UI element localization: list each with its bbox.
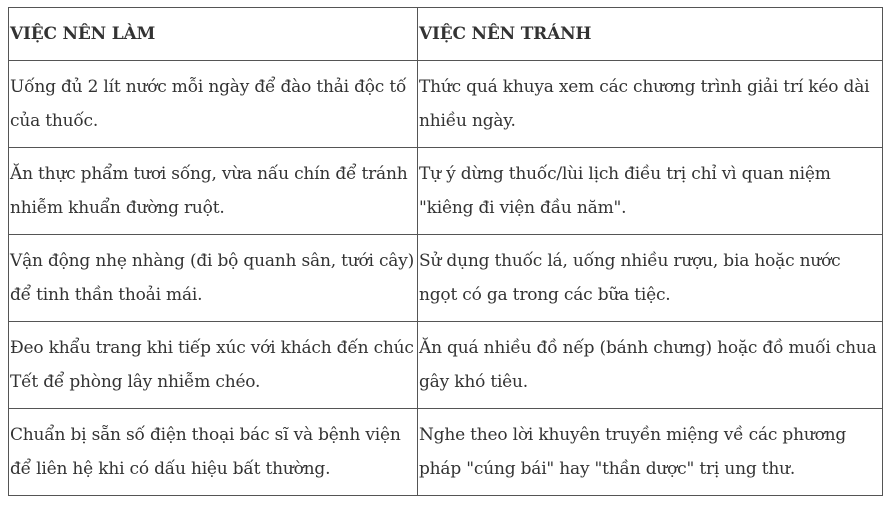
table-row [9,235,883,322]
cell-should-do: Đeo khẩu trang khi tiếp xúc với khách đến chúc Tết để phòng lây nhiễm chéo. [9,322,418,409]
header-should-avoid: VIỆC NÊN TRÁNH [418,8,883,61]
cell-should-avoid: Sử dụng thuốc lá, uống nhiều rượu, bia hoặc nước ngọt có ga trong các bữa tiệc. [418,235,883,322]
cell-should-avoid: Thức quá khuya xem các chương trình giải trí kéo dài nhiều ngày. [418,61,883,148]
cell-should-avoid: Tự ý dừng thuốc/lùi lịch điều trị chỉ vì quan niệm "kiêng đi viện đầu năm". [418,148,883,235]
cell-should-do: Chuẩn bị sẵn số điện thoại bác sĩ và bệnh viện để liên hệ khi có dấu hiệu bất thường. [9,409,418,496]
cell-should-avoid: Nghe theo lời khuyên truyền miệng về các phương pháp "cúng bái" hay "thần dược" trị ung thư. [418,409,883,496]
dos-and-donts-table [8,7,883,496]
table-row [9,61,883,148]
table-row [9,322,883,409]
cell-should-avoid: Ăn quá nhiều đồ nếp (bánh chưng) hoặc đồ muối chua gây khó tiêu. [418,322,883,409]
cell-should-do: Uống đủ 2 lít nước mỗi ngày để đào thải độc tố của thuốc. [9,61,418,148]
table-row [9,409,883,496]
header-should-do: VIỆC NÊN LÀM [9,8,418,61]
cell-should-do: Vận động nhẹ nhàng (đi bộ quanh sân, tưới cây) để tinh thần thoải mái. [9,235,418,322]
table-header-row [9,8,883,61]
table-row [9,148,883,235]
cell-should-do: Ăn thực phẩm tươi sống, vừa nấu chín để tránh nhiễm khuẩn đường ruột. [9,148,418,235]
